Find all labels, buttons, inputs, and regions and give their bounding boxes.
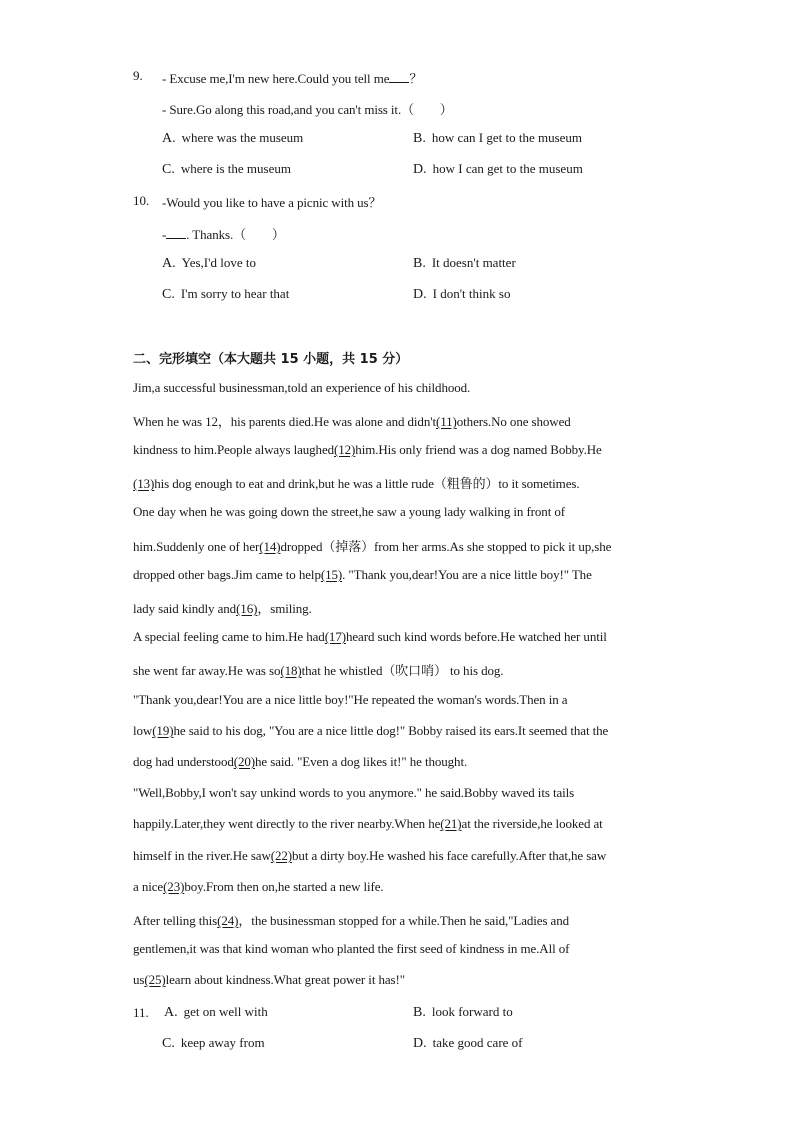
question-10-line-1: -Would you like to have a picnic with us？ (162, 195, 382, 210)
passage-line: dog had understood(20)he said. "Even a dog likes it!" he thought. (133, 754, 468, 769)
passage-line: himself in the river.He saw(22)but a dirty boy.He washed his face carefully.After that,he saw (133, 848, 607, 863)
passage-line: kindness to him.People always laughed(12)him.His only friend was a dog named Bobby.He (133, 442, 602, 457)
question-9-option-c[interactable]: C. where is the museum (162, 161, 291, 177)
blank-11[interactable]: (11) (435, 414, 457, 429)
question-11-option-a[interactable]: A. get on well with (164, 1004, 268, 1020)
question-9-line-2: - Sure.Go along this road,and you can't miss it.（ ） (162, 102, 453, 117)
question-11-option-c[interactable]: C. keep away from (162, 1035, 265, 1051)
passage-line: When he was 12，his parents died.He was alone and didn't(11)others.No one showed (133, 414, 571, 429)
question-9-number: 9. (133, 68, 143, 83)
blank-16[interactable]: (16) (236, 601, 258, 616)
question-11-option-d[interactable]: D. take good care of (413, 1035, 523, 1051)
blank-22[interactable]: (22) (270, 848, 293, 863)
question-10-option-d[interactable]: D. I don't think so (413, 286, 511, 302)
blank-23[interactable]: (23) (163, 879, 185, 894)
blank-15[interactable]: (15) (320, 567, 343, 582)
question-11-option-b[interactable]: B. look forward to (413, 1004, 513, 1020)
question-11-number: 11. (133, 1005, 149, 1020)
passage-line: a nice(23)boy.From then on,he started a new life. (133, 879, 384, 894)
section-heading-cloze: 二、完形填空（本大题共 15 小题，共 15 分） (133, 352, 409, 367)
blank-20[interactable]: (20) (233, 754, 256, 769)
passage-line: (13)his dog enough to eat and drink,but he was a little rude（粗鲁的）to it sometimes. (133, 476, 580, 491)
blank-25[interactable]: (25) (144, 972, 166, 987)
passage-line: gentlemen,it was that kind woman who planted the first seed of kindness in me.All of (133, 941, 570, 956)
passage-line: Jim,a successful businessman,told an experience of his childhood. (133, 380, 471, 395)
blank-18[interactable]: (18) (280, 663, 302, 678)
blank-12[interactable]: (12) (334, 442, 356, 457)
passage-line: A special feeling came to him.He had(17)heard such kind words before.He watched her until (133, 629, 607, 644)
blank-14[interactable]: (14) (259, 539, 281, 554)
question-9-end: ？ (409, 71, 423, 86)
question-10-line-2: - . Thanks.（ ） (162, 227, 285, 242)
question-9-text: - Excuse me,I'm new here.Could you tell me (162, 71, 390, 86)
passage-line: One day when he was going down the street,he saw a young lady walking in front of (133, 504, 565, 519)
question-10-option-c[interactable]: C. I'm sorry to hear that (162, 286, 290, 302)
question-10-option-a[interactable]: A. Yes,I'd love to (162, 255, 256, 271)
question-9-option-b[interactable]: B. how can I get to the museum (413, 130, 583, 146)
blank-24[interactable]: (24) (217, 913, 239, 928)
passage-line: happily.Later,they went directly to the river nearby.When he(21)at the riverside,he looked at (133, 816, 603, 831)
question-10-number: 10. (133, 193, 150, 208)
passage-line: low(19)he said to his dog, "You are a nice little dog!" Bobby raised its ears.It seemed that the (133, 723, 609, 738)
question-10-option-b[interactable]: B. It doesn't matter (413, 255, 516, 271)
blank-17[interactable]: (17) (324, 629, 346, 644)
question-9-line-1 (162, 68, 422, 87)
blank-13[interactable]: (13) (133, 476, 155, 491)
passage-line: dropped other bags.Jim came to help(15). "Thank you,dear!You are a nice little boy!" The (133, 567, 592, 582)
question-9-option-d[interactable]: D. how I can get to the museum (413, 161, 583, 177)
passage-line: lady said kindly and(16)，smiling. (133, 601, 312, 616)
passage-line: "Thank you,dear!You are a nice little boy!"He repeated the woman's words.Then in a (133, 692, 568, 707)
answer-blank (166, 228, 186, 239)
question-9-option-a[interactable]: A. where was the museum (162, 130, 304, 146)
passage-line: him.Suddenly one of her(14)dropped（掉落）from her arms.As she stopped to pick it up,she (133, 539, 612, 554)
passage-line: "Well,Bobby,I won't say unkind words to you anymore." he said.Bobby waved its tails (133, 785, 575, 800)
passage-line: After telling this(24)，the businessman stopped for a while.Then he said,"Ladies and (133, 913, 570, 928)
blank-21[interactable]: (21) (440, 816, 462, 831)
blank-19[interactable]: (19) (152, 723, 174, 738)
passage-line: she went far away.He was so(18)that he whistled（吹口哨） to his dog. (133, 663, 504, 678)
answer-blank (389, 72, 409, 83)
passage-line: us(25)learn about kindness.What great power it has!" (133, 972, 405, 987)
